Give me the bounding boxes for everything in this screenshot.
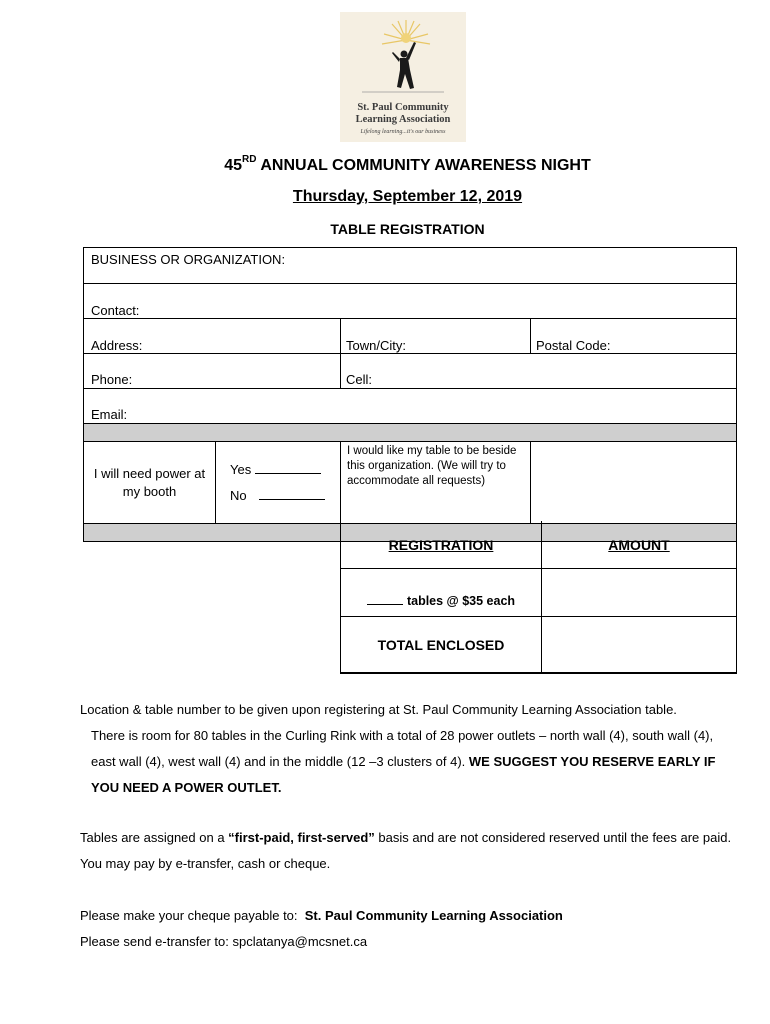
etransfer-line: Please send e-transfer to: spclatanya@mcsnet.ca bbox=[80, 934, 368, 949]
form-subtitle: TABLE REGISTRATION bbox=[330, 221, 485, 237]
email-row[interactable] bbox=[84, 389, 736, 424]
registration-table bbox=[340, 521, 737, 674]
yes-blank[interactable] bbox=[255, 462, 321, 474]
title-ordinal-suffix: RD bbox=[242, 154, 257, 165]
tables-price-text: tables @ $35 each bbox=[406, 594, 516, 608]
assignment-end: basis and are not considered reserved until the fees are paid. You may pay by e-transfer, cash or cheque. bbox=[80, 830, 732, 871]
reserve-early-notice: WE SUGGEST YOU RESERVE EARLY IF YOU NEED A POWER OUTLET. bbox=[91, 754, 716, 795]
logo-name-line2: Learning Association bbox=[355, 114, 451, 125]
reg-header-row bbox=[341, 521, 736, 569]
power-yes-option[interactable] bbox=[230, 462, 321, 477]
divider bbox=[215, 442, 216, 523]
business-row[interactable] bbox=[84, 248, 736, 284]
payment-info bbox=[80, 903, 740, 955]
divider bbox=[340, 442, 341, 523]
phone-row bbox=[84, 354, 736, 389]
amount-header: AMOUNT bbox=[541, 521, 736, 568]
registration-form bbox=[83, 247, 737, 542]
cell-label: Cell: bbox=[346, 372, 373, 387]
assignment-info bbox=[80, 825, 740, 877]
contact-label: Contact: bbox=[91, 303, 140, 318]
first-paid-phrase: “first-paid, first-served” bbox=[228, 830, 375, 845]
assignment-start: Tables are assigned on a bbox=[80, 830, 229, 845]
divider bbox=[340, 319, 341, 353]
tables-amount-cell[interactable] bbox=[541, 569, 736, 616]
total-amount-cell[interactable] bbox=[541, 617, 736, 672]
beside-organization-text: I would like my table to be beside this organization. (We will try to accommodate all requests) bbox=[347, 445, 517, 487]
town-city-label: Town/City: bbox=[346, 338, 406, 353]
postal-code-label: Postal Code: bbox=[536, 338, 611, 353]
power-no-option[interactable] bbox=[230, 488, 325, 503]
cheque-label: Please make your cheque payable to: bbox=[80, 908, 298, 923]
registration-header: REGISTRATION bbox=[388, 536, 494, 553]
business-label: BUSINESS OR ORGANIZATION: bbox=[91, 252, 286, 267]
logo-tagline: Lifelong learning...it's our business bbox=[360, 129, 446, 135]
event-title bbox=[0, 154, 770, 175]
title-number: 45 bbox=[224, 157, 243, 174]
room-info bbox=[80, 723, 740, 801]
room-info-text: There is room for 80 tables in the Curling Rink with a total of 28 power outlets – north wall (4), south wall (4), east wall (4), west wall (4) and in the middle (12 –3 clusters of 4). bbox=[91, 728, 714, 769]
event-date: Thursday, September 12, 2019 bbox=[292, 188, 523, 205]
address-row bbox=[84, 319, 736, 354]
address-label: Address: bbox=[91, 338, 143, 353]
title-text: ANNUAL COMMUNITY AWARENESS NIGHT bbox=[256, 157, 591, 174]
payee-name: St. Paul Community Learning Association bbox=[304, 908, 563, 923]
reg-total-row bbox=[341, 617, 736, 673]
no-label: No bbox=[230, 488, 247, 503]
divider bbox=[340, 354, 341, 388]
power-label: I will need power at my booth bbox=[93, 466, 206, 499]
tables-cell bbox=[341, 569, 541, 616]
tables-line bbox=[367, 594, 515, 608]
divider bbox=[530, 319, 531, 353]
no-blank[interactable] bbox=[259, 488, 325, 500]
location-line: Location & table number to be given upon registering at St. Paul Community Learning Association table. bbox=[80, 702, 677, 717]
organization-logo bbox=[340, 12, 466, 142]
phone-label: Phone: bbox=[91, 372, 133, 387]
divider bbox=[530, 442, 531, 523]
tables-count-blank[interactable] bbox=[367, 595, 403, 605]
contact-row[interactable] bbox=[84, 284, 736, 319]
power-row bbox=[84, 442, 736, 524]
person-reaching-sun-icon bbox=[340, 12, 466, 102]
gray-separator bbox=[84, 424, 736, 442]
cheque-line bbox=[80, 903, 740, 929]
yes-label: Yes bbox=[230, 462, 252, 477]
reg-tables-row bbox=[341, 569, 736, 617]
logo-name-line1: St. Paul Community bbox=[357, 102, 449, 113]
location-info bbox=[80, 697, 740, 801]
email-label: Email: bbox=[91, 407, 128, 422]
total-label: TOTAL ENCLOSED bbox=[377, 636, 505, 653]
